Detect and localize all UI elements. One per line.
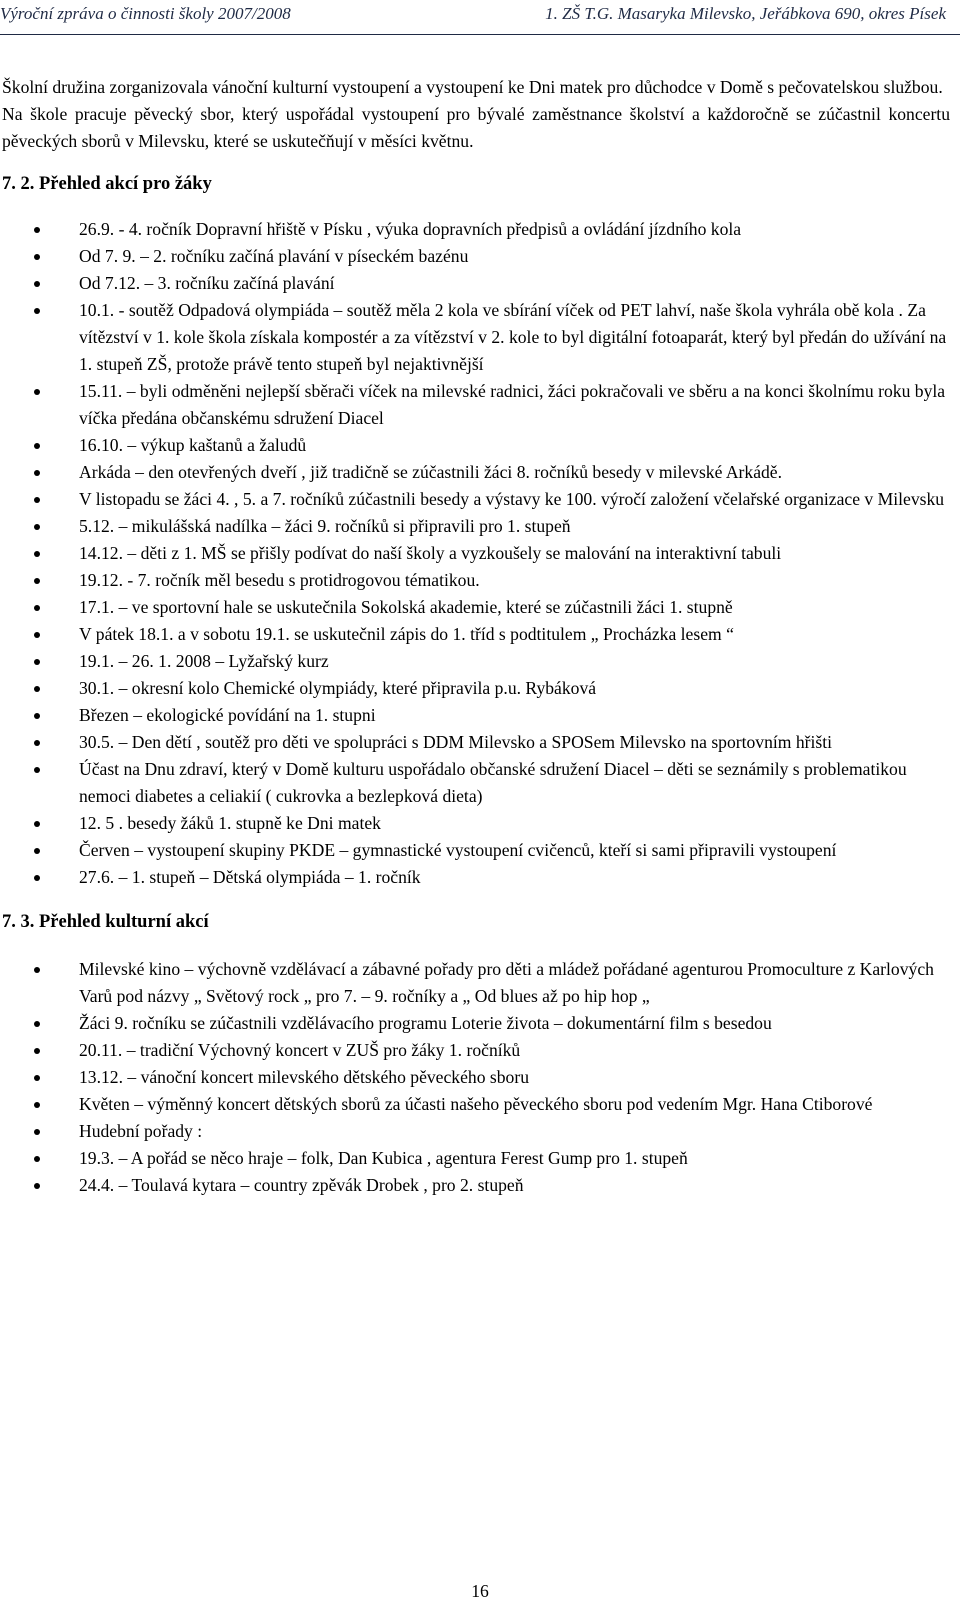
list-item — [2, 540, 950, 567]
section-heading-culture: 7. 3. Přehled kulturní akcí — [2, 912, 209, 932]
list-item-text: 16.10. – výkup kaštanů a žaludů — [79, 435, 307, 455]
list-item — [2, 1172, 950, 1199]
list-item — [2, 702, 950, 729]
list-item — [2, 648, 950, 675]
list-item-text: 30.1. – okresní kolo Chemické olympiády, které připravila p.u. Rybáková — [79, 678, 597, 698]
header-report-title: Výroční zpráva o činnosti školy 2007/2008 — [0, 4, 291, 23]
bullet-icon — [34, 740, 40, 746]
list-item-text: Červen – vystoupení skupiny PKDE – gymnastické vystoupení cvičenců, kteří si sami připravili vystoupení — [79, 840, 837, 860]
list-item-text: 15.11. – byli odměněni nejlepší sběrači víček na milevské radnici, žáci pokračovali ve sběru a na konci školnímu roku byla víčka předána občanskému sdružení Diacel — [79, 381, 946, 428]
list-item-text: 19.3. – A pořád se něco hraje – folk, Dan Kubica , agentura Ferest Gump pro 1. stupeň — [79, 1148, 688, 1168]
bullet-icon — [34, 1102, 40, 1108]
list-item-text: 26.9. - 4. ročník Dopravní hřiště v Písku , výuka dopravních předpisů a ovládání jízdního kola — [79, 219, 742, 239]
list-item — [2, 675, 950, 702]
list-item — [2, 1118, 950, 1145]
list-item-text: Účast na Dnu zdraví, který v Domě kulturu uspořádalo občanské sdružení Diacel – děti se seznámily s problematikou nemoci diabetes a celiakií ( cukrovka a bezlepková dieta) — [79, 759, 907, 806]
bullet-icon — [34, 470, 40, 476]
list-item — [2, 378, 950, 432]
bullet-icon — [34, 605, 40, 611]
bullet-icon — [34, 659, 40, 665]
list-item — [2, 956, 950, 1010]
list-item-text: Od 7.12. – 3. ročníku začíná plavání — [79, 273, 335, 293]
bullet-icon — [34, 227, 40, 233]
culture-list — [2, 956, 950, 1199]
bullet-icon — [34, 821, 40, 827]
list-item-text: 17.1. – ve sportovní hale se uskutečnila Sokolská akademie, které se zúčastnili žáci 1. stupně — [79, 597, 733, 617]
list-item — [2, 1037, 950, 1064]
bullet-icon — [34, 308, 40, 314]
list-item — [2, 837, 950, 864]
list-item — [2, 864, 950, 891]
bullet-icon — [34, 632, 40, 638]
bullet-icon — [34, 848, 40, 854]
bullet-icon — [34, 389, 40, 395]
list-item-text: 24.4. – Toulavá kytara – country zpěvák Drobek , pro 2. stupeň — [79, 1175, 524, 1195]
bullet-icon — [34, 524, 40, 530]
list-item — [2, 243, 950, 270]
list-item — [2, 810, 950, 837]
bullet-icon — [34, 1183, 40, 1189]
list-item — [2, 486, 950, 513]
list-item-text: 19.1. – 26. 1. 2008 – Lyžařský kurz — [79, 651, 329, 671]
bullet-icon — [34, 254, 40, 260]
list-item-text: 20.11. – tradiční Výchovný koncert v ZUŠ pro žáky 1. ročníků — [79, 1040, 521, 1060]
list-item — [2, 297, 950, 378]
list-item — [2, 594, 950, 621]
bullet-icon — [34, 443, 40, 449]
bullet-icon — [34, 551, 40, 557]
list-item — [2, 567, 950, 594]
list-item-text: 19.12. - 7. ročník měl besedu s protidrogovou tématikou. — [79, 570, 480, 590]
list-item-text: Březen – ekologické povídání na 1. stupni — [79, 705, 376, 725]
list-item-text: 5.12. – mikulášská nadílka – žáci 9. ročníků si připravili pro 1. stupeň — [79, 516, 571, 536]
events-list — [2, 216, 950, 891]
list-item-text: 12. 5 . besedy žáků 1. stupně ke Dni matek — [79, 813, 381, 833]
list-item-text: Arkáda – den otevřených dveří , již tradičně se zúčastnili žáci 8. ročníků besedy v milevské Arkádě. — [79, 462, 783, 482]
list-item-text: Žáci 9. ročníku se zúčastnili vzdělávacího programu Loterie života – dokumentární film s besedou — [79, 1013, 772, 1033]
list-item — [2, 621, 950, 648]
bullet-icon — [34, 967, 40, 973]
list-item-text: 13.12. – vánoční koncert milevského dětského pěveckého sboru — [79, 1067, 529, 1087]
list-item-text: 14.12. – děti z 1. MŠ se přišly podívat do naší školy a vyzkoušely se malování na interaktivní tabuli — [79, 543, 782, 563]
section-heading-events: 7. 2. Přehled akcí pro žáky — [2, 174, 212, 194]
bullet-icon — [34, 713, 40, 719]
list-item — [2, 459, 950, 486]
list-item — [2, 1064, 950, 1091]
list-item — [2, 756, 950, 810]
list-item-text: 10.1. - soutěž Odpadová olympiáda – soutěž měla 2 kola ve sbírání víček od PET lahví, naše škola vyhrála obě kola . Za vítězství v 1. kole škola získala kompostér a za vítězství v 2. kole to byl digitální fotoaparát, který byl předán do užívání na 1. stupeň ZŠ, protože právě tento stupeň byl nejaktivnější — [79, 300, 947, 374]
page-header — [0, 4, 960, 35]
list-item — [2, 270, 950, 297]
document-body — [2, 74, 950, 1199]
bullet-icon — [34, 281, 40, 287]
intro-paragraph-1: Školní družina zorganizovala vánoční kulturní vystoupení a vystoupení ke Dni matek pro důchodce v Domě s pečovatelskou službou. — [2, 77, 943, 97]
bullet-icon — [34, 1075, 40, 1081]
list-item — [2, 513, 950, 540]
bullet-icon — [34, 1129, 40, 1135]
bullet-icon — [34, 1021, 40, 1027]
list-item-text: Hudební pořady : — [79, 1121, 203, 1141]
header-school-name: 1. ZŠ T.G. Masaryka Milevsko, Jeřábkova 690, okres Písek — [545, 4, 946, 23]
list-item-text: V listopadu se žáci 4. , 5. a 7. ročníků zúčastnili besedy a výstavy ke 100. výročí založení včelařské organizace v Milevsku — [79, 489, 945, 509]
list-item-text: Milevské kino – výchovně vzdělávací a zábavné pořady pro děti a mládež pořádané agenturou Promoculture z Karlových Varů pod názvy „ Světový rock „ pro 7. – 9. ročníky a „ Od blues až po hip hop „ — [79, 959, 934, 1006]
bullet-icon — [34, 1048, 40, 1054]
bullet-icon — [34, 767, 40, 773]
list-item-text: 27.6. – 1. stupeň – Dětská olympiáda – 1. ročník — [79, 867, 421, 887]
bullet-icon — [34, 875, 40, 881]
list-item — [2, 1010, 950, 1037]
bullet-icon — [34, 578, 40, 584]
list-item — [2, 216, 950, 243]
list-item-text: 30.5. – Den dětí , soutěž pro děti ve spolupráci s DDM Milevsko a SPOSem Milevsko na sportovním hřišti — [79, 732, 833, 752]
list-item-text: V pátek 18.1. a v sobotu 19.1. se uskutečnil zápis do 1. tříd s podtitulem „ Procházka lesem “ — [79, 624, 734, 644]
list-item-text: Od 7. 9. – 2. ročníku začíná plavání v píseckém bazénu — [79, 246, 469, 266]
list-item — [2, 1145, 950, 1172]
intro-paragraph-2: Na škole pracuje pěvecký sbor, který uspořádal vystoupení pro bývalé zaměstnance školství a každoročně se zúčastnil koncertu pěveckých sborů v Milevsku, které se uskutečňují v měsíci květnu. — [2, 104, 950, 151]
list-item — [2, 729, 950, 756]
bullet-icon — [34, 497, 40, 503]
list-item — [2, 1091, 950, 1118]
bullet-icon — [34, 686, 40, 692]
list-item — [2, 432, 950, 459]
list-item-text: Květen – výměnný koncert dětských sborů za účasti našeho pěveckého sboru pod vedením Mgr. Hana Ctiborové — [79, 1094, 873, 1114]
bullet-icon — [34, 1156, 40, 1162]
page-number: 16 — [471, 1581, 489, 1601]
